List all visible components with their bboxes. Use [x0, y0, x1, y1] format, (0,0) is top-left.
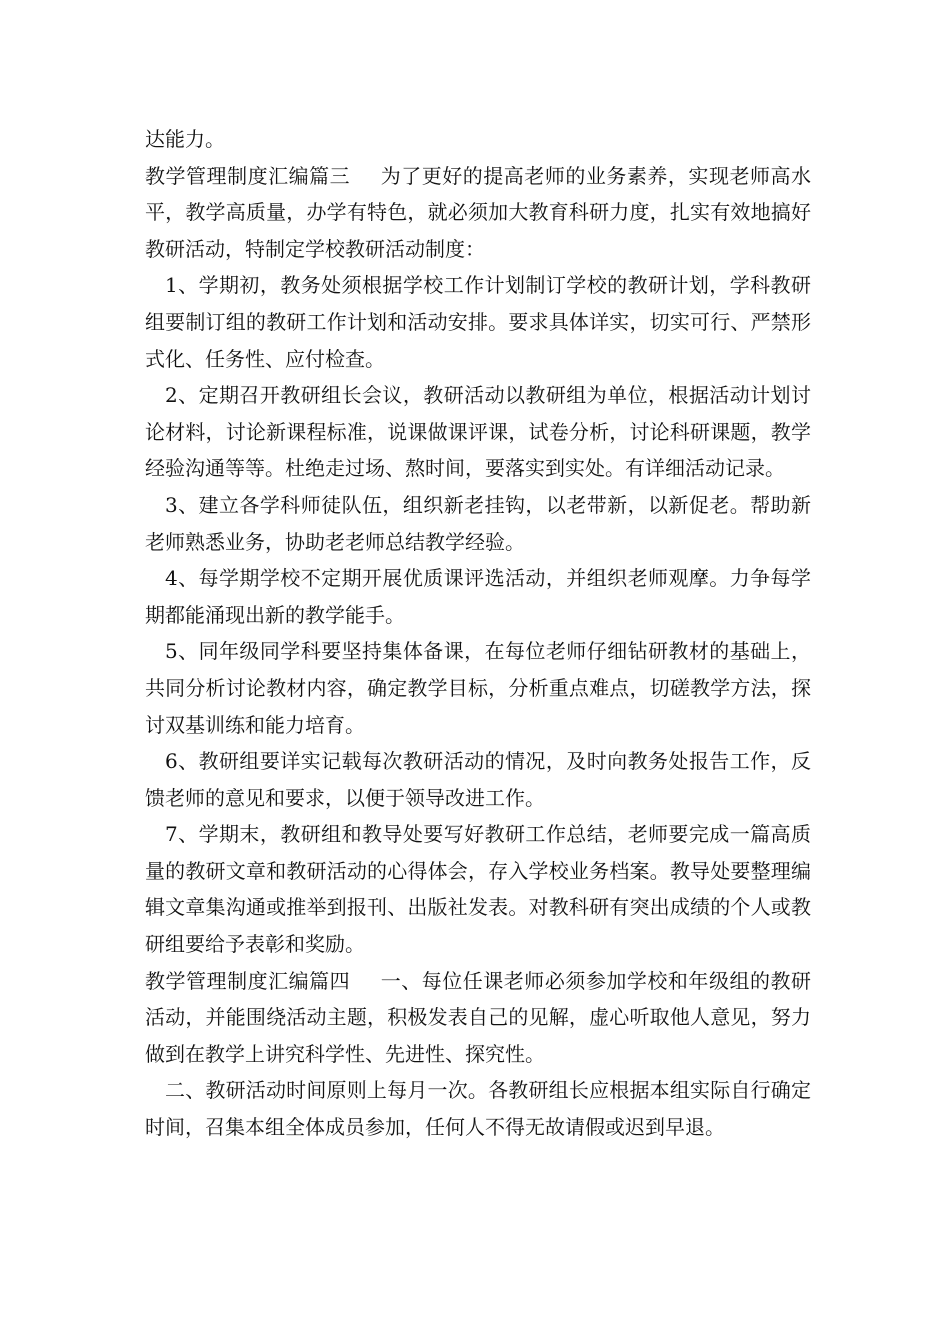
paragraph-text: 一、每位任课老师必须参加学校和年级组的教研活动，并能围绕活动主题，积极发表自己的见解，虚心听取他人意见，努力做到在教学上讲究科学性、先进性、探究性。 [145, 968, 812, 1066]
paragraph-item-two [145, 1072, 811, 1145]
paragraph-item-3 [145, 487, 811, 560]
paragraph-continuation [145, 121, 811, 158]
paragraph-item-5 [145, 633, 811, 743]
section-heading: 教学管理制度汇编篇三 [145, 163, 351, 188]
paragraph-item-6 [145, 743, 811, 816]
paragraph-text: 5、同年级同学科要坚持集体备课，在每位老师仔细钻研教材的基础上，共同分析讨论教材内容，确定教学目标，分析重点难点，切磋教学方法，探讨双基训练和能力培育。 [145, 639, 811, 737]
paragraph-section-three [145, 158, 811, 268]
paragraph-text: 4、每学期学校不定期开展优质课评选活动，并组织老师观摩。力争每学期都能涌现出新的教学能手。 [145, 566, 811, 627]
paragraph-item-4 [145, 560, 811, 633]
paragraph-text: 6、教研组要详实记载每次教研活动的情况，及时向教务处报告工作，反馈老师的意见和要求，以便于领导改进工作。 [145, 749, 811, 810]
paragraph-text: 为了更好的提高老师的业务素养，实现老师高水平，教学高质量，办学有特色，就必须加大教育科研力度，扎实有效地搞好教研活动，特制定学校教研活动制度： [145, 163, 812, 261]
section-heading: 教学管理制度汇编篇四 [145, 968, 351, 993]
paragraph-text: 7、学期末，教研组和教导处要写好教研工作总结，老师要完成一篇高质量的教研文章和教研活动的心得体会，存入学校业务档案。教导处要整理编辑文章集沟通或推举到报刊、出版社发表。对教科研有突出成绩的个人或教研组要给予表彰和奖励。 [145, 822, 811, 957]
paragraph-section-four [145, 963, 811, 1073]
paragraph-item-7 [145, 816, 811, 962]
paragraph-text: 二、教研活动时间原则上每月一次。各教研组长应根据本组实际自行确定时间，召集本组全体成员参加，任何人不得无故请假或迟到早退。 [145, 1078, 811, 1140]
paragraph-text: 1、学期初，教务处须根据学校工作计划制订学校的教研计划，学科教研组要制订组的教研工作计划和活动安排。要求具体详实，切实可行、严禁形式化、任务性、应付检查。 [145, 273, 811, 371]
paragraph-text: 2、定期召开教研组长会议，教研活动以教研组为单位，根据活动计划讨论材料，讨论新课程标准，说课做课评课，试卷分析，讨论科研课题，教学经验沟通等等。杜绝走过场、熬时间，要落实到实处。有详细活动记录。 [145, 383, 811, 481]
document-body [145, 121, 811, 1146]
paragraph-text: 3、建立各学科师徒队伍，组织新老挂钩，以老带新，以新促老。帮助新老师熟悉业务，协助老老师总结教学经验。 [145, 492, 811, 554]
paragraph-item-1 [145, 267, 811, 377]
paragraph-item-2 [145, 377, 811, 487]
paragraph-text: 达能力。 [145, 127, 225, 151]
